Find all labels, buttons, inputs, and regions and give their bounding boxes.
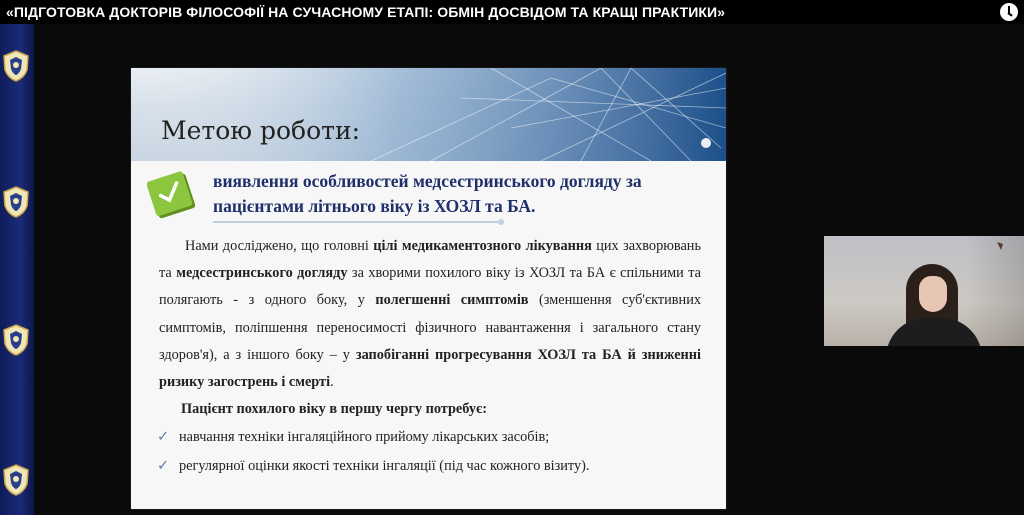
body-text-span: за хворими похилого віку із ХОЗЛ та БА є спільними та полягають - з одного боку, у (159, 265, 701, 309)
clock-icon[interactable] (1000, 3, 1018, 21)
emblem-icon (2, 464, 30, 496)
slide-body-text (159, 233, 701, 396)
needs-item-text: регулярної оцінки якості техніки інгаляції (під час кожного візиту). (179, 458, 590, 474)
slide-header-banner (131, 68, 726, 161)
green-check-box-icon (147, 170, 197, 220)
presentation-slide (131, 68, 726, 509)
body-text-span: Нами досліджено, що головні (185, 238, 374, 254)
body-text-bold: запобіганні прогресування ХОЗЛ та БА й зниженні ризику загострень і смерті (159, 346, 701, 391)
aim-underline-dot (498, 219, 504, 225)
body-text-bold: цілі медикаментозного лікування (373, 238, 592, 254)
needs-heading: Пацієнт похилого віку в першу чергу потребує: (181, 401, 487, 417)
slide-title: Метою роботи: (161, 116, 361, 145)
aim-underline (213, 221, 501, 223)
network-lines-decoration (131, 68, 726, 161)
checkmark-icon: ✓ (157, 429, 169, 445)
body-text-span: (зменшення суб'єктивних симптомів, поліпшення переносимості фізичного навантаження і загального стану здоров'я), а з іншого боку – у (159, 292, 701, 363)
needs-list-item (157, 458, 589, 475)
background-shadow (964, 236, 1024, 346)
needs-item-text: навчання техніки інгаляційного прийому лікарських засобів; (179, 429, 550, 445)
checkmark-icon: ✓ (157, 458, 169, 474)
wall-decoration (995, 238, 1005, 248)
emblem-icon (2, 50, 30, 82)
needs-list-item (157, 429, 549, 446)
emblem-icon (2, 324, 30, 356)
speaker-face (919, 276, 947, 312)
speaker-webcam-video[interactable] (824, 236, 1024, 346)
emblem-icon (2, 186, 30, 218)
body-text-bold: медсестринського догляду (176, 265, 348, 282)
body-text-span: цих захворювань та (159, 238, 701, 282)
aim-statement: виявлення особливостей медсестринського догляду за пацієнтами літнього віку із ХОЗЛ та БА. (213, 171, 642, 216)
body-text-span: . (330, 374, 334, 391)
video-title[interactable]: «ПІДГОТОВКА ДОКТОРІВ ФІЛОСОФІЇ НА СУЧАСНОМУ ЕТАПІ: ОБМІН ДОСВІДОМ ТА КРАЩІ ПРАКТИКИ» (6, 4, 726, 20)
video-title-bar (0, 0, 1024, 24)
body-text-bold: полегшенні симптомів (375, 292, 529, 309)
university-banner-strip (0, 24, 34, 515)
